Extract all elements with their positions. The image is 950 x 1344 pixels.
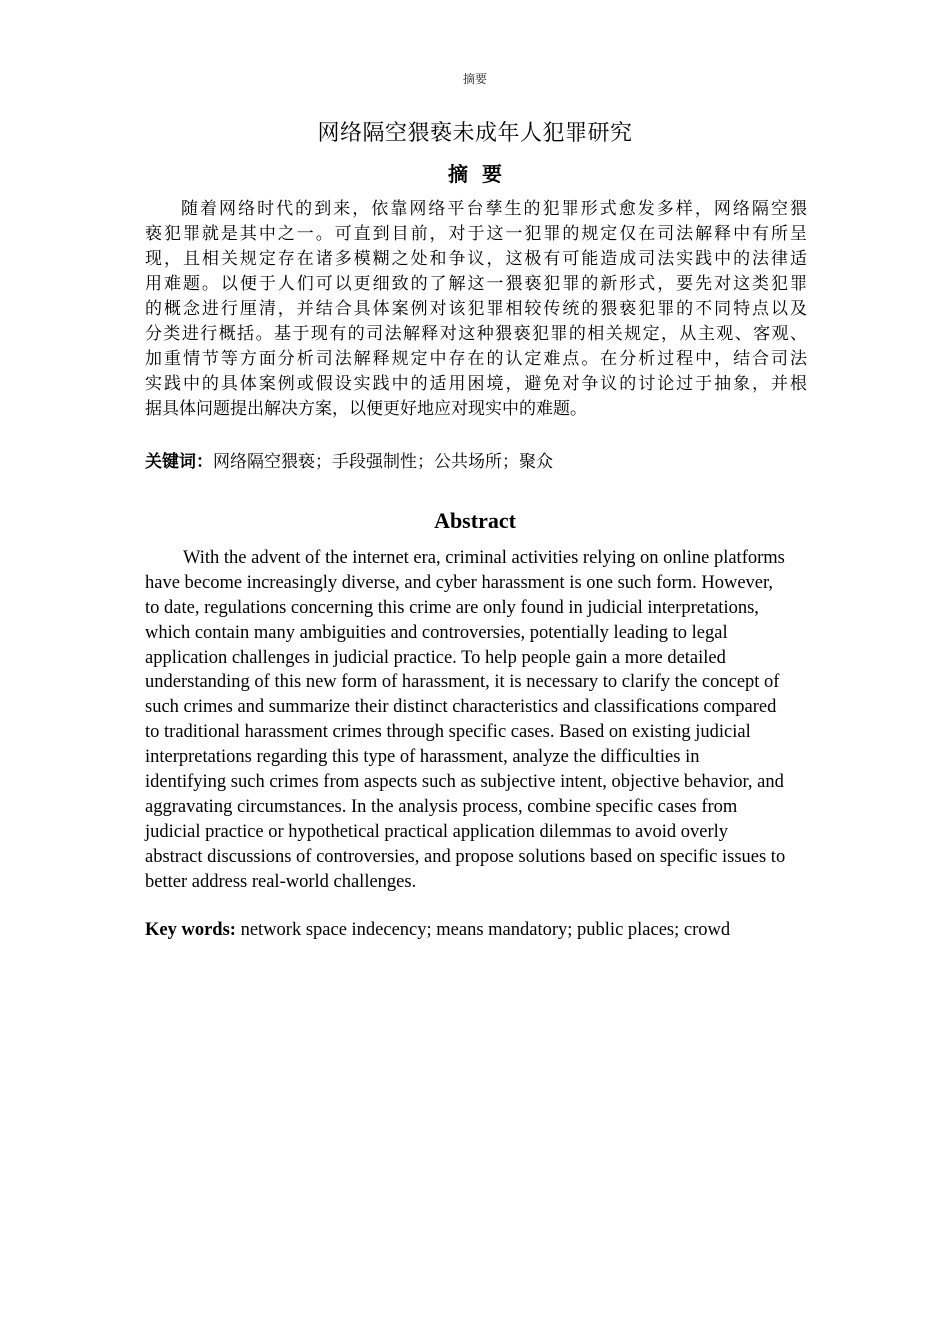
chinese-abstract-line: 亵犯罪就是其中之一。可直到目前，对于这一犯罪的规定仅在司法解释中有所呈	[145, 224, 807, 244]
english-abstract-line: to traditional harassment crimes through specific cases. Based on existing judicial	[145, 722, 751, 743]
chinese-keywords-text: 网络隔空猥亵；手段强制性；公共场所；聚众	[213, 452, 553, 472]
english-keywords-text: network space indecency; means mandatory; public places; crowd	[235, 920, 731, 940]
chinese-abstract-line: 随着网络时代的到来，依靠网络平台孳生的犯罪形式愈发多样，网络隔空猥	[181, 199, 807, 219]
english-abstract-line: application challenges in judicial practice. To help people gain a more detailed	[145, 647, 726, 668]
chinese-abstract-line: 加重情节等方面分析司法解释规定中存在的认定难点。在分析过程中，结合司法	[145, 349, 807, 369]
english-abstract-line: better address real-world challenges.	[145, 871, 417, 892]
english-abstract-line: abstract discussions of controversies, and propose solutions based on specific issues to	[145, 846, 786, 867]
chinese-abstract-line: 实践中的具体案例或假设实践中的适用困境，避免对争议的讨论过于抽象，并根	[145, 374, 807, 394]
chinese-title: 网络隔空猥亵未成年人犯罪研究	[317, 121, 633, 146]
english-abstract-line: such crimes and summarize their distinct characteristics and classifications compared	[145, 697, 777, 718]
english-abstract-line: aggravating circumstances. In the analysis process, combine specific cases from	[145, 796, 738, 817]
english-abstract-heading: Abstract	[434, 508, 516, 533]
chinese-keywords-label: 关键词：	[145, 452, 213, 472]
english-abstract-line: understanding of this new form of harassment, it is necessary to clarify the concept of	[145, 672, 780, 693]
english-abstract-line: interpretations regarding this type of harassment, analyze the difficulties in	[145, 747, 700, 768]
chinese-abstract-line: 分类进行概括。基于现有的司法解释对这种猥亵犯罪的相关规定，从主观、客观、	[145, 324, 807, 344]
chinese-keywords	[145, 447, 553, 472]
chinese-abstract-line: 的概念进行厘清，并结合具体案例对该犯罪相较传统的猥亵犯罪的不同特点以及	[145, 299, 807, 319]
chinese-abstract-line: 据具体问题提出解决方案，以便更好地应对现实中的难题。	[145, 399, 587, 419]
chinese-abstract-line: 现，且相关规定存在诸多模糊之处和争议，这极有可能造成司法实践中的法律适	[145, 249, 807, 269]
page-header: 摘要	[462, 72, 487, 86]
chinese-abstract-line: 用难题。以便于人们可以更细致的了解这一猥亵犯罪的新形式，要先对这类犯罪	[145, 274, 807, 294]
english-abstract-line: identifying such crimes from aspects such as subjective intent, objective behavior, and	[145, 772, 784, 793]
english-abstract-line: which contain many ambiguities and controversies, potentially leading to legal	[145, 622, 728, 643]
english-abstract-line: to date, regulations concerning this crime are only found in judicial interpretations,	[145, 597, 759, 618]
english-abstract-body	[145, 546, 807, 894]
chinese-abstract-body	[145, 197, 807, 422]
english-abstract-line: have become increasingly diverse, and cyber harassment is one such form. However,	[145, 572, 774, 593]
english-keywords	[145, 920, 730, 941]
english-keywords-label: Key words:	[145, 920, 236, 940]
english-abstract-line: judicial practice or hypothetical practical application dilemmas to avoid overly	[145, 821, 729, 842]
chinese-abstract-heading: 摘要	[448, 162, 516, 186]
english-abstract-line: With the advent of the internet era, criminal activities relying on online platforms	[183, 548, 785, 568]
